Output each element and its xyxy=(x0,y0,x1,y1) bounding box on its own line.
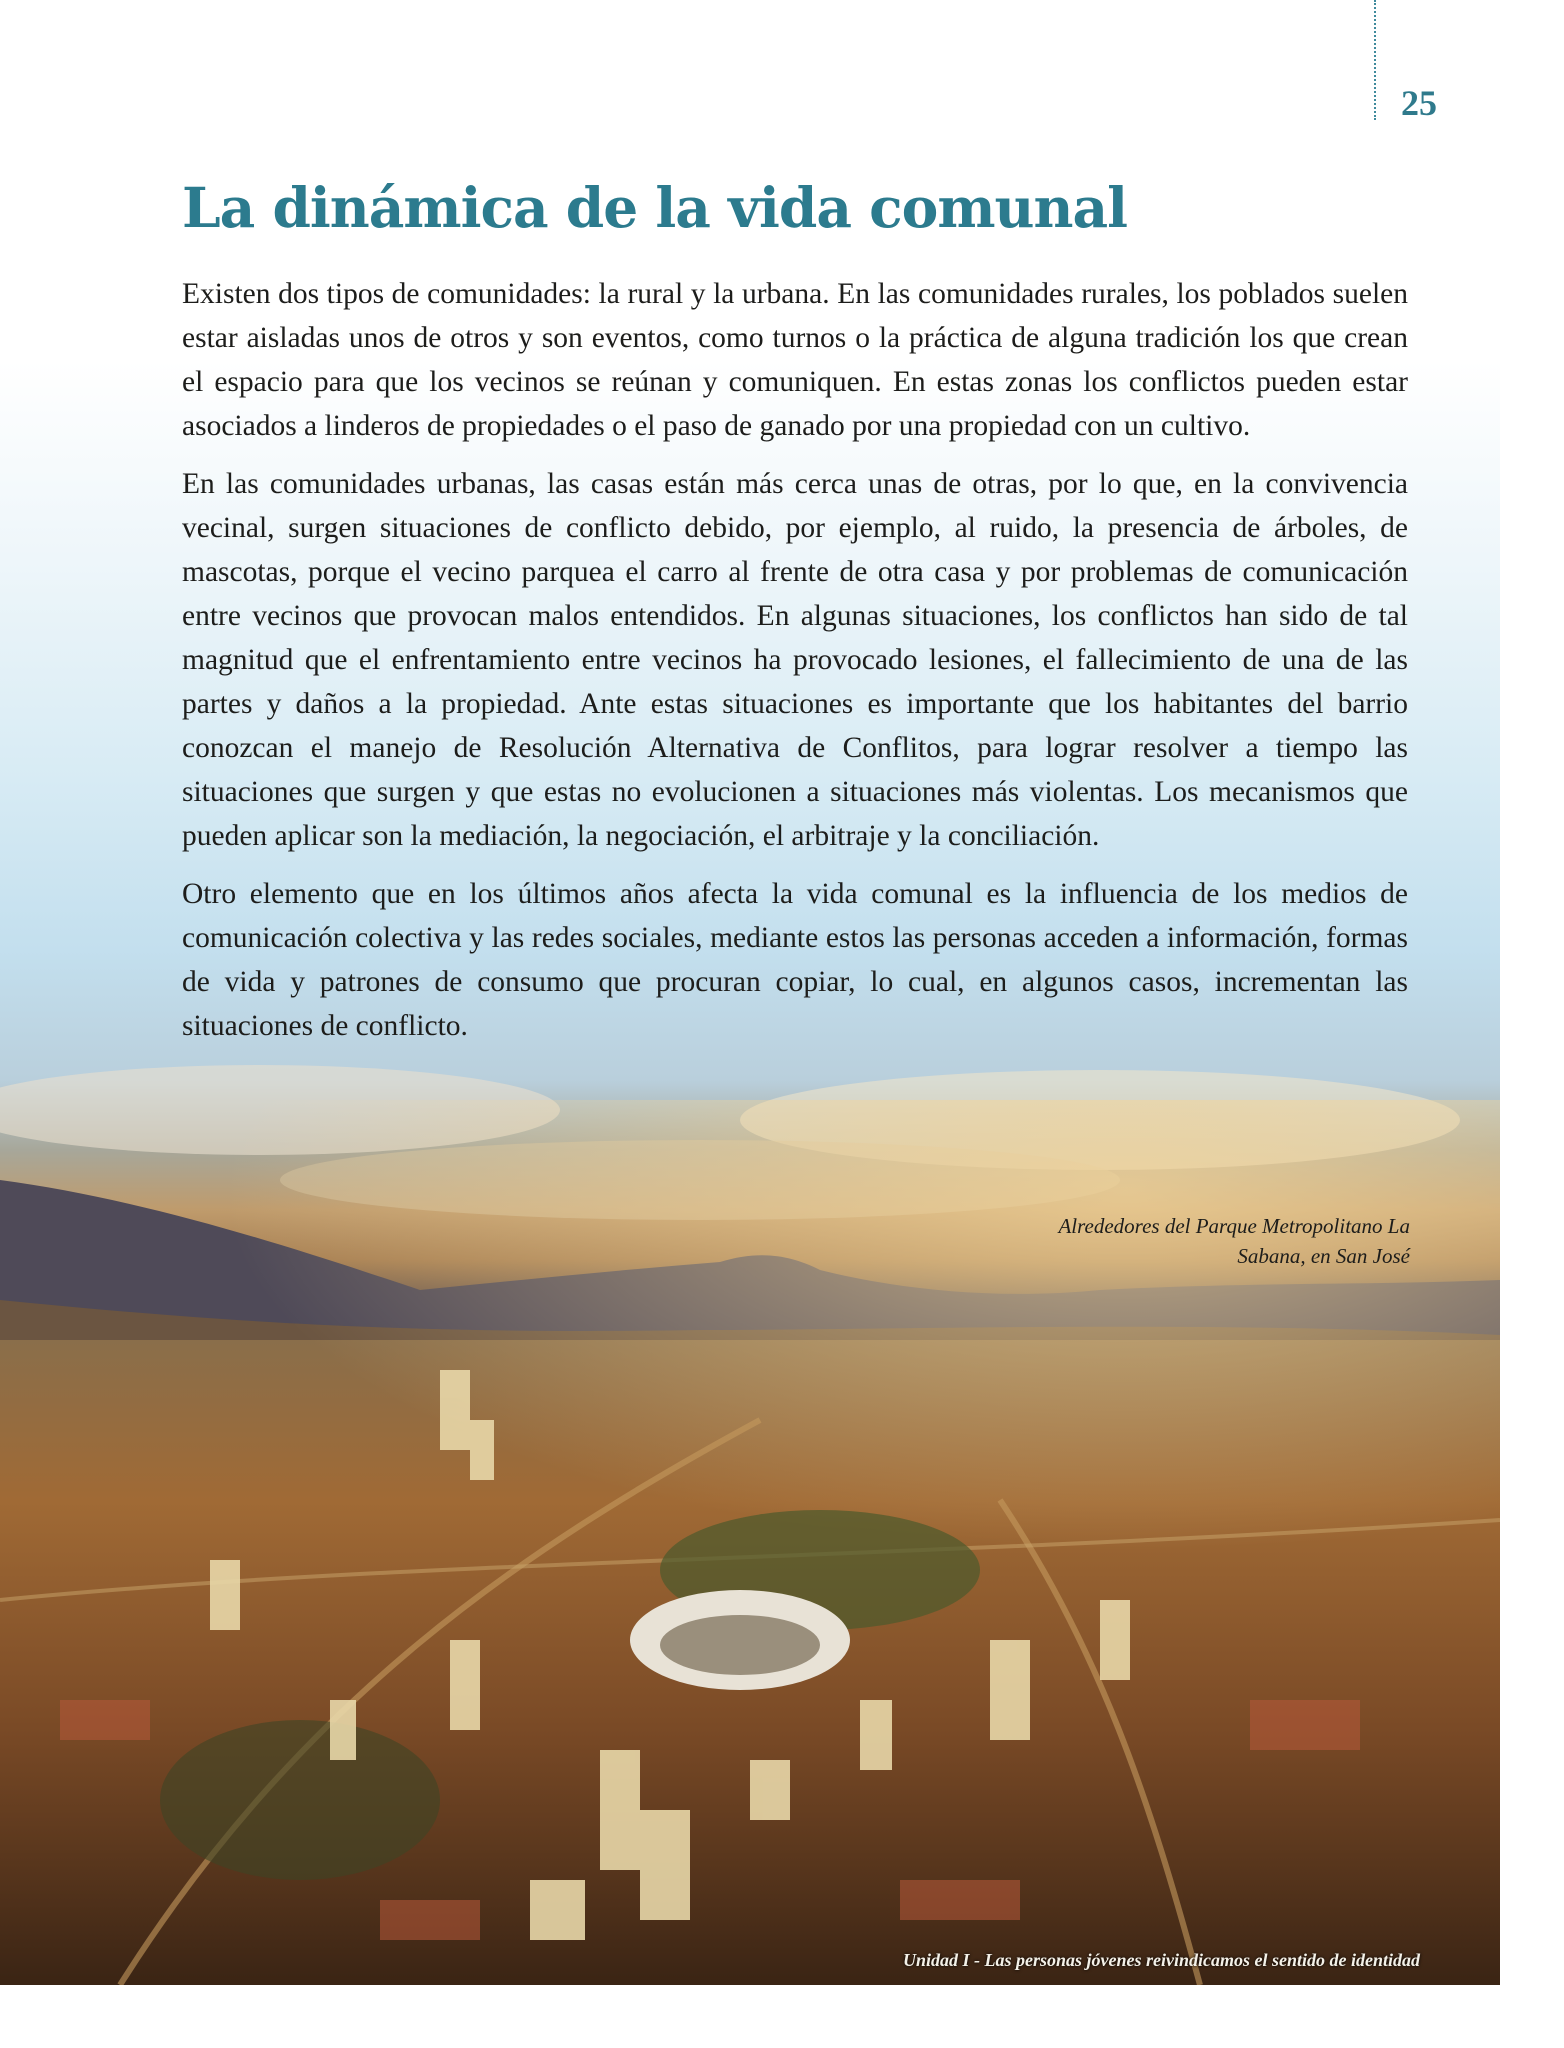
paragraph-urban: En las comunidades urbanas, las casas están más cerca unas de otras, por lo que, en la convivencia vecinal, surgen situaciones de conflicto debido, por ejemplo, al ruido, la presencia de árboles, de mascotas, porque el vecino parquea el carro al frente de otra casa y por problemas de comunicación entre vecinos que provocan malos entendidos. En algunas situaciones, los conflictos han sido de tal magnitud que el enfrentamiento entre vecinos ha provocado lesiones, el fallecimiento de una de las partes y daños a la propiedad. Ante estas situaciones es importante que los habitantes del barrio conozcan el manejo de Resolución Alternativa de Conflitos, para lograr resolver a tiempo las situaciones que surgen y que estas no evolucionen a situaciones más violentas. Los mecanismos que pueden aplicar son la mediación, la negociación, el arbitraje y la conciliación. xyxy=(182,468,1408,852)
paragraph-media: Otro elemento que en los últimos años afecta la vida comunal es la influencia de los medios de comunicación colectiva y las redes sociales, mediante estos las personas acceden a información, formas de vida y patrones de consumo que procuran copiar, lo cual, en algunos casos, incrementan las situaciones de conflicto. xyxy=(182,878,1408,1042)
paragraph-rural: Existen dos tipos de comunidades: la rural y la urbana. En las comunidades rurales, los poblados suelen estar aisladas unos de otros y son eventos, como turnos o la práctica de alguna tradición los que crean el espacio para que los vecinos se reúnan y comuniquen. En estas zonas los conflictos pueden estar asociados a linderos de propiedades o el paso de ganado por una propiedad con un cultivo. xyxy=(182,278,1408,442)
caption-line-2: Sabana, en San José xyxy=(1237,1244,1410,1268)
page-number: 25 xyxy=(1401,83,1437,123)
unit-footer: Unidad I - Las personas jóvenes reivindicamos el sentido de identidad xyxy=(903,1950,1420,1970)
caption-line-1: Alrededores del Parque Metropolitano La xyxy=(1058,1214,1410,1238)
page-margin-dotted-line xyxy=(1374,0,1376,120)
page-title: La dinámica de la vida comunal xyxy=(182,175,1128,240)
photo-caption xyxy=(940,1211,1410,1271)
body-text xyxy=(182,272,1408,1062)
